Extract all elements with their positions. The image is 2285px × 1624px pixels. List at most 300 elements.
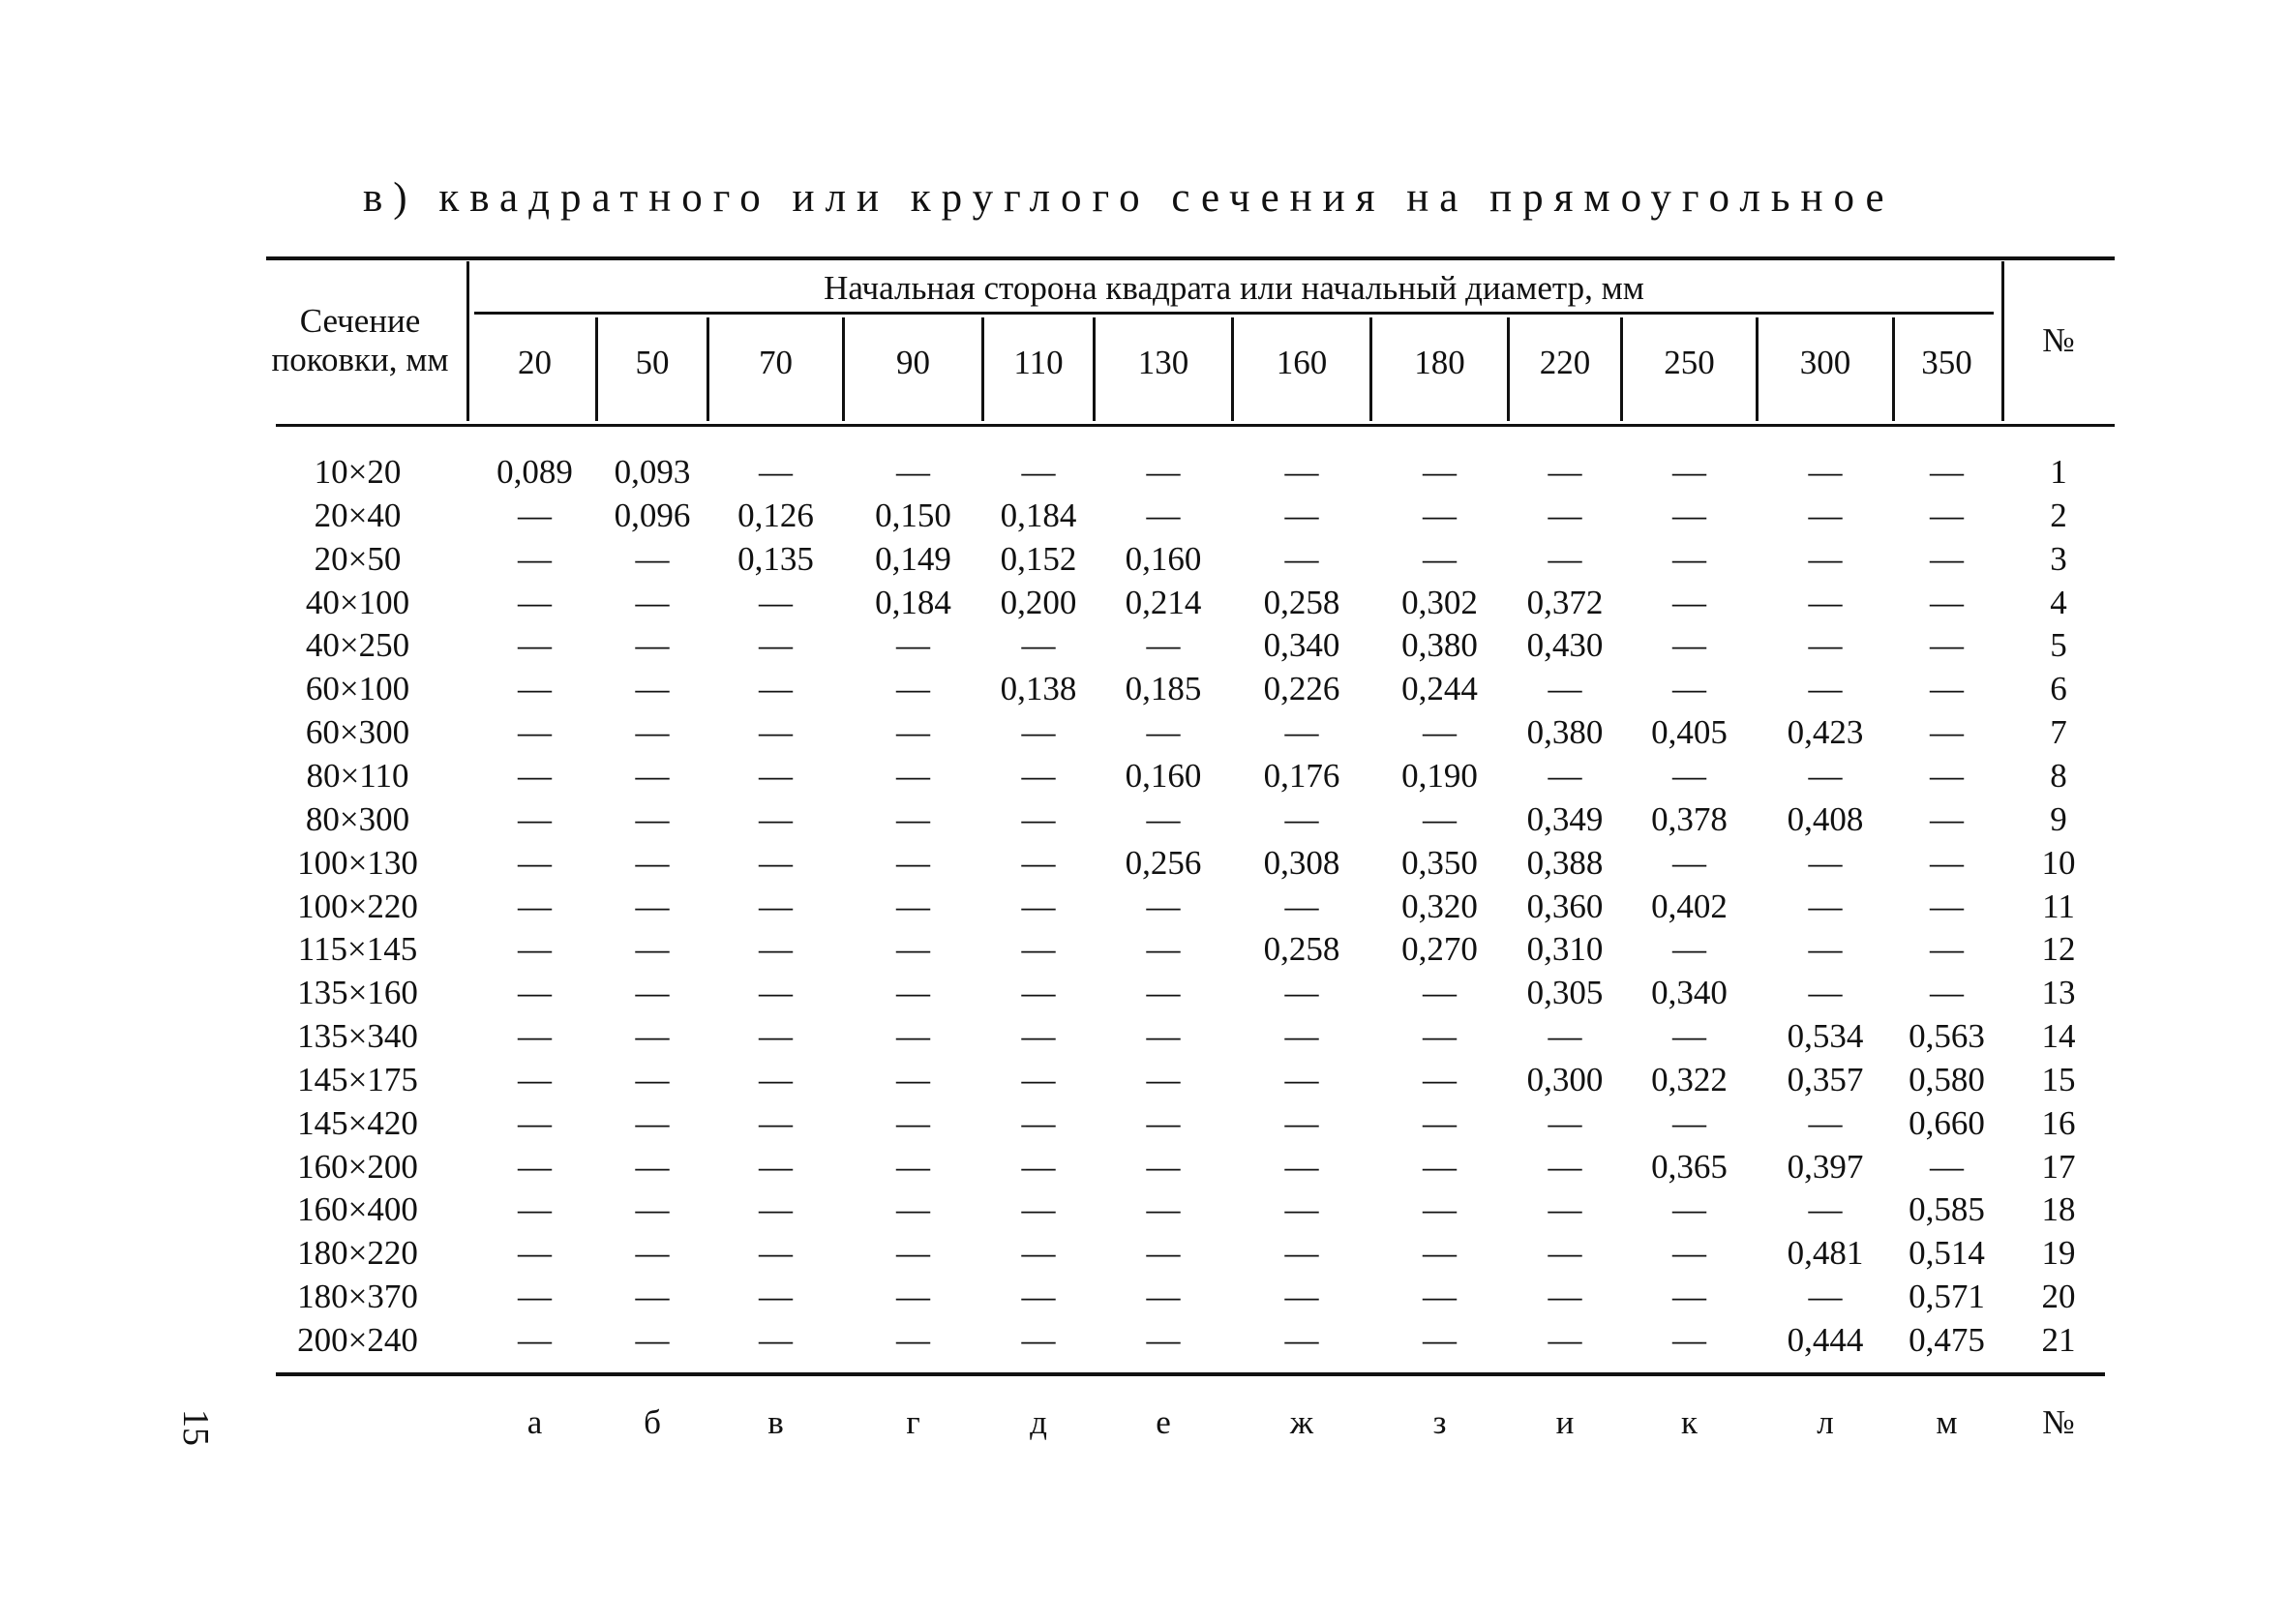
column-header: 300 (1799, 344, 1851, 381)
table-cell: — (759, 930, 793, 968)
row-number: 15 (2041, 1061, 2076, 1098)
table-cell: — (896, 844, 930, 882)
number-column-divider (2001, 261, 2004, 421)
table-cell: — (635, 1190, 670, 1228)
table-cell: — (896, 1148, 930, 1186)
table-cell: — (1672, 670, 1706, 707)
table-cell: 0,256 (1125, 844, 1202, 882)
table-cell: — (896, 1234, 930, 1272)
table-cell: — (635, 1061, 670, 1098)
table-cell: — (518, 887, 552, 925)
row-number: 7 (2050, 713, 2067, 751)
column-header: 130 (1137, 344, 1189, 381)
table-cell: — (1284, 453, 1319, 491)
table-cell: — (635, 1321, 670, 1359)
table-cell: 0,397 (1787, 1148, 1864, 1186)
row-number: 10 (2041, 844, 2076, 882)
table-cell: — (1284, 1017, 1319, 1055)
row-number: 1 (2050, 453, 2067, 491)
table-cell: — (1548, 1321, 1582, 1359)
table-cell: — (1284, 1061, 1319, 1098)
table-cell: — (1146, 1321, 1181, 1359)
table-cell: 0,214 (1125, 584, 1202, 621)
table-cell: — (1146, 1104, 1181, 1142)
table-cell: — (1284, 887, 1319, 925)
table-cell: — (1548, 1017, 1582, 1055)
table-cell: — (518, 1234, 552, 1272)
table-cell: — (759, 453, 793, 491)
column-header: 50 (635, 344, 670, 381)
footer-letter: г (906, 1403, 920, 1441)
table-cell: 0,089 (496, 453, 573, 491)
table-cell: — (518, 1321, 552, 1359)
table-cell: — (518, 757, 552, 795)
table-cell: — (759, 1321, 793, 1359)
table-cell: — (635, 1148, 670, 1186)
table-cell: — (1423, 1148, 1457, 1186)
table-cell: 0,380 (1401, 626, 1478, 664)
table-cell: — (1808, 1190, 1843, 1228)
table-cell: — (1423, 1234, 1457, 1272)
table-cell: — (1548, 757, 1582, 795)
table-cell: 0,200 (1000, 584, 1077, 621)
table-cell: — (1548, 1104, 1582, 1142)
table-cell: 0,184 (875, 584, 951, 621)
table-cell: 0,093 (614, 453, 691, 491)
table-cell: 0,322 (1651, 1061, 1728, 1098)
table-cell: — (635, 757, 670, 795)
table-cell: — (1284, 974, 1319, 1011)
table-cell: — (1672, 1278, 1706, 1315)
table-cell: — (1930, 670, 1964, 707)
table-cell: — (1423, 1061, 1457, 1098)
table-cell: — (1672, 1017, 1706, 1055)
number-header: № (2042, 321, 2075, 359)
column-header: 110 (1013, 344, 1064, 381)
table-cell: — (635, 887, 670, 925)
table-cell: — (1672, 930, 1706, 968)
table-cell: — (1146, 1148, 1181, 1186)
row-number: 11 (2042, 887, 2075, 925)
table-cell: — (896, 757, 930, 795)
table-cell: 0,475 (1909, 1321, 1985, 1359)
table-cell: — (1808, 974, 1843, 1011)
column-header: 90 (896, 344, 930, 381)
table-cell: — (1284, 540, 1319, 578)
table-cell: — (1146, 626, 1181, 664)
table-cell: — (1548, 1234, 1582, 1272)
table-cell: — (1423, 496, 1457, 534)
table-cell: — (759, 1017, 793, 1055)
table-cell: — (1548, 1278, 1582, 1315)
row-header-line2: поковки, мм (271, 341, 449, 378)
table-cell: — (1021, 974, 1056, 1011)
table-cell: — (896, 887, 930, 925)
table-cell: — (896, 1278, 930, 1315)
table-cell: 0,444 (1787, 1321, 1864, 1359)
row-number: 17 (2041, 1148, 2076, 1186)
row-label: 60×300 (305, 713, 410, 751)
table-cell: 0,534 (1787, 1017, 1864, 1055)
table-cell: — (1423, 540, 1457, 578)
page-title: в) квадратного или круглого сечения на прямоугольное (363, 175, 1895, 221)
table-cell: — (1672, 1104, 1706, 1142)
table-cell: — (1930, 800, 1964, 838)
table-cell: — (759, 887, 793, 925)
table-cell: — (518, 1017, 552, 1055)
table-cell: 0,160 (1125, 757, 1202, 795)
table-cell: — (1808, 887, 1843, 925)
table-cell: — (1548, 1190, 1582, 1228)
table-cell: — (518, 713, 552, 751)
table-cell: — (896, 800, 930, 838)
row-number: 2 (2050, 496, 2067, 534)
table-cell: — (1021, 930, 1056, 968)
table-cell: — (1021, 713, 1056, 751)
table-cell: — (1146, 1278, 1181, 1315)
table-cell: 0,138 (1000, 670, 1077, 707)
table-cell: — (1672, 540, 1706, 578)
row-label: 115×145 (297, 930, 418, 968)
table-cell: — (635, 844, 670, 882)
table-cell: — (759, 844, 793, 882)
table-cell: 0,405 (1651, 713, 1728, 751)
table-cell: — (518, 584, 552, 621)
row-label: 100×130 (297, 844, 418, 882)
row-label: 40×100 (305, 584, 410, 621)
row-number: 19 (2041, 1234, 2076, 1272)
table-cell: — (1146, 974, 1181, 1011)
table-cell: — (1284, 800, 1319, 838)
table-cell: 0,258 (1263, 584, 1340, 621)
row-number: 9 (2050, 800, 2067, 838)
table-cell: 0,300 (1526, 1061, 1604, 1098)
table-cell: — (1423, 453, 1457, 491)
table-cell: — (518, 670, 552, 707)
table-cell: — (1808, 670, 1843, 707)
table-cell: — (1284, 1321, 1319, 1359)
table-cell: 0,270 (1401, 930, 1478, 968)
row-label: 40×250 (305, 626, 410, 664)
table-cell: — (1021, 1061, 1056, 1098)
table-cell: — (1930, 496, 1964, 534)
table-cell: — (1548, 670, 1582, 707)
table-cell: — (1284, 713, 1319, 751)
table-cell: — (896, 974, 930, 1011)
table-cell: — (759, 757, 793, 795)
row-number: 5 (2050, 626, 2067, 664)
table-cell: — (1021, 887, 1056, 925)
row-number: 3 (2050, 540, 2067, 578)
table-cell: — (759, 1104, 793, 1142)
table-cell: — (518, 626, 552, 664)
table-cell: — (1672, 496, 1706, 534)
table-cell: — (635, 540, 670, 578)
table-cell: 0,423 (1787, 713, 1864, 751)
row-label: 135×340 (297, 1017, 418, 1055)
table-cell: 0,408 (1787, 800, 1864, 838)
table-cell: 0,580 (1909, 1061, 1985, 1098)
footer-letter: и (1555, 1403, 1575, 1441)
table-cell: — (1808, 584, 1843, 621)
row-number: 14 (2041, 1017, 2076, 1055)
table-cell: 0,357 (1787, 1061, 1864, 1098)
table-cell: — (1672, 584, 1706, 621)
footer-letter: д (1030, 1403, 1047, 1441)
table-cell: — (635, 1017, 670, 1055)
group-header-rule (474, 312, 1994, 315)
row-label: 200×240 (297, 1321, 418, 1359)
table-cell: 0,320 (1401, 887, 1478, 925)
table-cell: — (635, 626, 670, 664)
table-cell: — (1930, 930, 1964, 968)
table-cell: — (1672, 1234, 1706, 1272)
table-cell: 0,402 (1651, 887, 1728, 925)
row-number: 18 (2041, 1190, 2076, 1228)
table-cell: — (635, 974, 670, 1011)
row-number: 4 (2050, 584, 2067, 621)
table-cell: — (635, 800, 670, 838)
table-cell: 0,096 (614, 496, 691, 534)
row-number: 6 (2050, 670, 2067, 707)
table-cell: — (896, 930, 930, 968)
footer-letter: б (644, 1403, 661, 1441)
table-cell: — (1930, 844, 1964, 882)
table-cell: — (759, 1061, 793, 1098)
table-cell: 0,244 (1401, 670, 1478, 707)
table-cell: — (1423, 1278, 1457, 1315)
table-cell: 0,378 (1651, 800, 1728, 838)
table-cell: — (518, 1148, 552, 1186)
table-cell: — (518, 540, 552, 578)
table-cell: 0,305 (1526, 974, 1604, 1011)
table-cell: — (1021, 1148, 1056, 1186)
table-cell: — (896, 1017, 930, 1055)
table-cell: — (1423, 1321, 1457, 1359)
table-cell: — (1672, 453, 1706, 491)
row-label: 145×175 (297, 1061, 418, 1098)
table-cell: 0,184 (1000, 496, 1077, 534)
table-cell: — (1021, 844, 1056, 882)
row-number: 8 (2050, 757, 2067, 795)
table-cell: — (759, 1190, 793, 1228)
page-number: 15 (175, 1409, 216, 1446)
row-label: 20×50 (314, 540, 402, 578)
table-cell: — (1021, 453, 1056, 491)
table-cell: — (896, 713, 930, 751)
table-cell: — (1146, 800, 1181, 838)
row-label: 20×40 (314, 496, 402, 534)
table-cell: 0,571 (1909, 1278, 1985, 1315)
table-cell: — (1672, 757, 1706, 795)
table-cell: — (518, 496, 552, 534)
table-cell: — (896, 670, 930, 707)
group-header: Начальная сторона квадрата или начальный диаметр, мм (824, 269, 1644, 307)
table-cell: 0,365 (1651, 1148, 1728, 1186)
footer-letter: м (1936, 1403, 1958, 1441)
row-number: 12 (2041, 930, 2076, 968)
table-cell: — (1423, 974, 1457, 1011)
table-cell: — (1808, 626, 1843, 664)
table-cell: — (1146, 496, 1181, 534)
table-cell: — (1146, 1061, 1181, 1098)
table-cell: — (759, 713, 793, 751)
table-cell: — (759, 1148, 793, 1186)
table-cell: — (1284, 1234, 1319, 1272)
table-cell: — (1021, 1321, 1056, 1359)
table-cell: — (1930, 540, 1964, 578)
table-cell: — (1808, 540, 1843, 578)
table-cell: 0,258 (1263, 930, 1340, 968)
table-cell: — (1808, 496, 1843, 534)
row-header-divider (466, 261, 469, 421)
table-cell: — (1808, 930, 1843, 968)
column-header: 220 (1539, 344, 1591, 381)
column-header: 20 (518, 344, 552, 381)
column-header: 250 (1664, 344, 1715, 381)
table-cell: — (759, 800, 793, 838)
table-bottom-rule (276, 1372, 2105, 1376)
column-header: 160 (1276, 344, 1328, 381)
table-cell: 0,380 (1526, 713, 1604, 751)
table-cell: — (1284, 1278, 1319, 1315)
table-cell: 0,176 (1263, 757, 1340, 795)
table-cell: 0,149 (875, 540, 951, 578)
footer-letter: к (1680, 1403, 1698, 1441)
footer-letter: ж (1289, 1403, 1314, 1441)
table-cell: — (635, 1278, 670, 1315)
table-cell: — (1284, 496, 1319, 534)
table-cell: — (635, 1104, 670, 1142)
table-cell: — (1930, 584, 1964, 621)
table-cell: — (1930, 626, 1964, 664)
table-cell: — (1146, 453, 1181, 491)
table-cell: — (1423, 1104, 1457, 1142)
table-cell: — (896, 626, 930, 664)
table-cell: — (759, 584, 793, 621)
table-cell: — (1146, 887, 1181, 925)
table-cell: — (1672, 626, 1706, 664)
table-cell: — (1021, 1234, 1056, 1272)
table-cell: 0,185 (1125, 670, 1202, 707)
table-cell: 0,585 (1909, 1190, 1985, 1228)
table-cell: — (759, 1278, 793, 1315)
table-cell: 0,302 (1401, 584, 1478, 621)
row-label: 80×300 (305, 800, 410, 838)
table-cell: 0,350 (1401, 844, 1478, 882)
table-cell: 0,150 (875, 496, 951, 534)
column-header: 350 (1921, 344, 1972, 381)
row-label: 135×160 (297, 974, 418, 1011)
table-cell: — (1021, 800, 1056, 838)
row-header-line1: Сечение (299, 302, 421, 340)
table-cell: — (518, 1190, 552, 1228)
table-cell: 0,135 (737, 540, 814, 578)
table-cell: 0,340 (1263, 626, 1340, 664)
footer-letter: е (1156, 1403, 1171, 1441)
table-top-rule (266, 256, 2115, 260)
row-label: 80×110 (306, 757, 409, 795)
table-cell: 0,160 (1125, 540, 1202, 578)
table-cell: 0,310 (1526, 930, 1604, 968)
table-cell: 0,430 (1526, 626, 1604, 664)
table-cell: — (518, 1104, 552, 1142)
table-cell: — (635, 584, 670, 621)
table-cell: — (1548, 1148, 1582, 1186)
row-header (254, 302, 466, 379)
table-cell: — (518, 1061, 552, 1098)
table-cell: 0,481 (1787, 1234, 1864, 1272)
table-cell: — (518, 1278, 552, 1315)
row-number: 21 (2041, 1321, 2076, 1359)
footer-letter: а (526, 1403, 543, 1441)
column-header: 180 (1414, 344, 1465, 381)
table-cell: — (1808, 844, 1843, 882)
table-cell: — (1930, 757, 1964, 795)
table-cell: — (1021, 1017, 1056, 1055)
table-cell: — (635, 1234, 670, 1272)
table-cell: 0,308 (1263, 844, 1340, 882)
table-cell: 0,226 (1263, 670, 1340, 707)
table-cell: — (1284, 1148, 1319, 1186)
table-cell: — (635, 670, 670, 707)
table-cell: — (1021, 1190, 1056, 1228)
table-cell: — (518, 844, 552, 882)
table-cell: — (1146, 1017, 1181, 1055)
table-cell: — (1672, 1321, 1706, 1359)
row-label: 160×200 (297, 1148, 418, 1186)
table-cell: 0,372 (1526, 584, 1604, 621)
table-cell: — (1423, 1017, 1457, 1055)
row-label: 180×220 (297, 1234, 418, 1272)
table-cell: 0,360 (1526, 887, 1604, 925)
table-cell: — (1284, 1104, 1319, 1142)
footer-letter: з (1432, 1403, 1447, 1441)
table-cell: — (1930, 1148, 1964, 1186)
table-cell: 0,563 (1909, 1017, 1985, 1055)
table-cell: — (759, 670, 793, 707)
table-cell: — (1808, 1278, 1843, 1315)
row-label: 145×420 (297, 1104, 418, 1142)
table-cell: — (1423, 800, 1457, 838)
table-cell: 0,152 (1000, 540, 1077, 578)
row-label: 60×100 (305, 670, 410, 707)
table-cell: — (1146, 713, 1181, 751)
footer-letter: л (1817, 1403, 1834, 1441)
row-number: 16 (2041, 1104, 2076, 1142)
footer-number: № (2042, 1403, 2075, 1441)
table-cell: — (1284, 1190, 1319, 1228)
table-cell: — (1548, 453, 1582, 491)
table-cell: — (1808, 757, 1843, 795)
table-cell: — (1423, 713, 1457, 751)
row-label: 10×20 (314, 453, 402, 491)
table-cell: — (896, 1061, 930, 1098)
table-cell: — (896, 1321, 930, 1359)
table-cell: — (896, 453, 930, 491)
row-label: 100×220 (297, 887, 418, 925)
table-cell: — (518, 974, 552, 1011)
table-cell: 0,349 (1526, 800, 1604, 838)
table-cell: — (1672, 844, 1706, 882)
table-cell: — (1808, 1104, 1843, 1142)
table-cell: — (1021, 1278, 1056, 1315)
table-cell: 0,340 (1651, 974, 1728, 1011)
header-bottom-rule (276, 424, 2115, 427)
table-cell: — (1930, 974, 1964, 1011)
row-label: 180×370 (297, 1278, 418, 1315)
table-cell: — (1930, 453, 1964, 491)
